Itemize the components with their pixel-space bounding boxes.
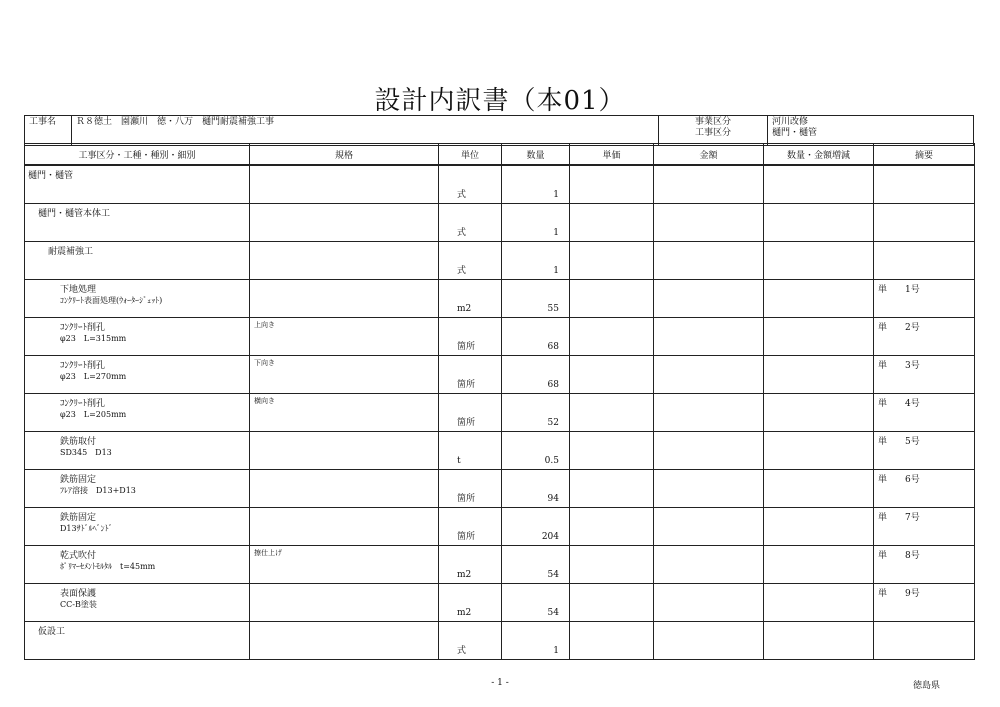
change-cell: [764, 432, 874, 470]
remarks-cell: [874, 546, 975, 584]
qty-cell: [502, 394, 570, 432]
remarks-cell: [874, 470, 975, 508]
item-name: 鉄筋取付: [60, 437, 97, 447]
remarks-cell: [874, 508, 975, 546]
item-name: 下地処理: [60, 285, 97, 295]
amount-cell: [654, 508, 764, 546]
item-detail: ｺﾝｸﾘｰﾄ表面処理(ｳｫｰﾀｰｼﾞｪｯﾄ): [60, 296, 163, 305]
remarks-cell: [874, 356, 975, 394]
item-cell: [25, 470, 250, 508]
qty-cell: [502, 356, 570, 394]
unit-price-cell: [570, 318, 654, 356]
col-header-unit: 単位: [439, 144, 502, 166]
change-cell: [764, 546, 874, 584]
qty-text: 1: [553, 228, 559, 238]
breakdown-table: [24, 143, 975, 660]
amount-cell: [654, 356, 764, 394]
qty-cell: [502, 204, 570, 242]
spec-text: 擦仕上げ: [254, 549, 282, 557]
amount-cell: [654, 242, 764, 280]
remarks-cell: [874, 432, 975, 470]
remarks-cell: [874, 318, 975, 356]
amount-cell: [654, 584, 764, 622]
qty-text: 1: [553, 646, 559, 656]
table-row: [25, 280, 975, 318]
spec-cell: [250, 508, 439, 546]
unit-text: 箇所: [457, 342, 476, 352]
project-header: [24, 115, 974, 146]
remarks-text: 単 7号: [878, 513, 920, 523]
issuer-name: 徳島県: [912, 681, 940, 691]
unit-text: t: [457, 456, 461, 466]
unit-text: 箇所: [457, 380, 476, 390]
unit-cell: [439, 622, 502, 660]
unit-text: 箇所: [457, 532, 476, 542]
unit-price-cell: [570, 165, 654, 204]
item-name: 鉄筋固定: [60, 475, 97, 485]
item-cell: [25, 432, 250, 470]
spec-cell: [250, 280, 439, 318]
remarks-cell: [874, 204, 975, 242]
remarks-text: 単 1号: [878, 285, 920, 295]
change-cell: [764, 508, 874, 546]
unit-price-cell: [570, 470, 654, 508]
qty-text: 1: [553, 266, 559, 276]
spec-cell: [250, 318, 439, 356]
table-row: [25, 432, 975, 470]
remarks-text: 単 3号: [878, 361, 920, 371]
table-row: [25, 546, 975, 584]
item-name: 仮設工: [38, 627, 66, 637]
unit-text: 式: [457, 646, 467, 656]
unit-text: m2: [457, 304, 472, 314]
page-number: - 1 -: [491, 678, 509, 688]
item-cell: [25, 242, 250, 280]
spec-cell: [250, 242, 439, 280]
amount-cell: [654, 470, 764, 508]
item-detail: φ23 L=205mm: [60, 410, 127, 419]
qty-cell: [502, 470, 570, 508]
unit-cell: [439, 584, 502, 622]
remarks-cell: [874, 280, 975, 318]
qty-cell: [502, 280, 570, 318]
item-cell: [25, 356, 250, 394]
change-cell: [764, 622, 874, 660]
unit-text: 式: [457, 228, 467, 238]
spec-cell: [250, 546, 439, 584]
col-header-spec: 規格: [250, 144, 439, 166]
category-values: [768, 116, 974, 146]
change-cell: [764, 204, 874, 242]
item-cell: [25, 165, 250, 204]
change-cell: [764, 242, 874, 280]
item-name: ｺﾝｸﾘｰﾄ削孔: [60, 399, 106, 409]
remarks-cell: [874, 584, 975, 622]
amount-cell: [654, 165, 764, 204]
item-name: 乾式吹付: [60, 551, 97, 561]
project-label: 工事名: [25, 116, 72, 146]
change-cell: [764, 318, 874, 356]
unit-price-cell: [570, 432, 654, 470]
unit-cell: [439, 280, 502, 318]
qty-text: 0.5: [544, 456, 559, 466]
unit-text: 式: [457, 190, 467, 200]
unit-cell: [439, 204, 502, 242]
remarks-text: 単 9号: [878, 589, 920, 599]
table-header-row: [25, 144, 975, 166]
item-cell: [25, 584, 250, 622]
remarks-cell: [874, 394, 975, 432]
unit-price-cell: [570, 204, 654, 242]
item-cell: [25, 280, 250, 318]
category-label-1: 事業区分: [694, 117, 731, 127]
qty-cell: [502, 546, 570, 584]
item-detail: ﾌﾚｱ溶接 D13+D13: [60, 486, 136, 495]
unit-price-cell: [570, 622, 654, 660]
amount-cell: [654, 546, 764, 584]
unit-price-cell: [570, 242, 654, 280]
table-row: [25, 318, 975, 356]
qty-text: 204: [541, 532, 559, 542]
unit-cell: [439, 318, 502, 356]
col-header-qty: 数量: [502, 144, 570, 166]
table-row: [25, 356, 975, 394]
amount-cell: [654, 394, 764, 432]
table-row: [25, 204, 975, 242]
item-detail: CC-B塗装: [60, 600, 97, 609]
qty-text: 94: [547, 494, 559, 504]
qty-cell: [502, 165, 570, 204]
unit-text: 箇所: [457, 494, 476, 504]
unit-cell: [439, 356, 502, 394]
category-value-1: 河川改修: [772, 117, 809, 127]
remarks-text: 単 5号: [878, 437, 920, 447]
amount-cell: [654, 318, 764, 356]
col-header-amount: 金額: [654, 144, 764, 166]
item-detail: ﾎﾟﾘﾏｰｾﾒﾝﾄﾓﾙﾀﾙ t=45mm: [60, 562, 156, 571]
spec-cell: [250, 622, 439, 660]
item-cell: [25, 546, 250, 584]
remarks-text: 単 8号: [878, 551, 920, 561]
col-header-change: 数量・金額増減: [764, 144, 874, 166]
remarks-cell: [874, 165, 975, 204]
item-name: ｺﾝｸﾘｰﾄ削孔: [60, 323, 106, 333]
change-cell: [764, 394, 874, 432]
item-cell: [25, 204, 250, 242]
unit-price-cell: [570, 508, 654, 546]
category-labels: [659, 116, 768, 146]
spec-text: 上向き: [254, 321, 275, 329]
remarks-text: 単 2号: [878, 323, 920, 333]
spec-text: 下向き: [254, 359, 275, 367]
item-detail: SD345 D13: [60, 448, 112, 457]
table-row: [25, 584, 975, 622]
amount-cell: [654, 432, 764, 470]
qty-cell: [502, 508, 570, 546]
table-row: [25, 470, 975, 508]
table-row: [25, 165, 975, 204]
amount-cell: [654, 204, 764, 242]
item-detail: φ23 L=315mm: [60, 334, 127, 343]
unit-cell: [439, 508, 502, 546]
category-label-2: 工事区分: [694, 128, 731, 138]
remarks-text: 単 6号: [878, 475, 920, 485]
remarks-cell: [874, 242, 975, 280]
change-cell: [764, 165, 874, 204]
unit-price-cell: [570, 546, 654, 584]
qty-text: 68: [547, 342, 559, 352]
item-cell: [25, 394, 250, 432]
qty-cell: [502, 318, 570, 356]
change-cell: [764, 280, 874, 318]
change-cell: [764, 470, 874, 508]
item-detail: D13ｻﾄﾞﾙﾍﾞﾝﾄﾞ: [60, 524, 113, 533]
remarks-text: 単 4号: [878, 399, 920, 409]
item-detail: φ23 L=270mm: [60, 372, 127, 381]
spec-cell: [250, 165, 439, 204]
qty-cell: [502, 584, 570, 622]
qty-text: 52: [547, 418, 559, 428]
table-row: [25, 622, 975, 660]
qty-text: 68: [547, 380, 559, 390]
spec-cell: [250, 432, 439, 470]
qty-cell: [502, 242, 570, 280]
col-header-remarks: 摘要: [874, 144, 975, 166]
unit-price-cell: [570, 280, 654, 318]
qty-cell: [502, 622, 570, 660]
table-row: [25, 394, 975, 432]
spec-cell: [250, 356, 439, 394]
item-name: 樋門・樋管本体工: [38, 209, 111, 219]
item-cell: [25, 508, 250, 546]
qty-text: 1: [553, 190, 559, 200]
spec-cell: [250, 204, 439, 242]
table-row: [25, 508, 975, 546]
item-cell: [25, 318, 250, 356]
document-title: 設計内訳書（本01）: [374, 86, 626, 116]
item-name: 樋門・樋管: [28, 171, 74, 181]
unit-cell: [439, 242, 502, 280]
table-row: [25, 242, 975, 280]
spec-cell: [250, 470, 439, 508]
unit-text: m2: [457, 570, 472, 580]
spec-cell: [250, 394, 439, 432]
item-name: 鉄筋固定: [60, 513, 97, 523]
project-name: Ｒ８徳土 園瀬川 徳・八万 樋門耐震補強工事: [72, 116, 659, 146]
unit-cell: [439, 165, 502, 204]
item-cell: [25, 622, 250, 660]
qty-cell: [502, 432, 570, 470]
col-header-item: 工事区分・工種・種別・細別: [25, 144, 250, 166]
spec-text: 横向き: [254, 397, 275, 405]
item-name: ｺﾝｸﾘｰﾄ削孔: [60, 361, 106, 371]
unit-text: 式: [457, 266, 467, 276]
amount-cell: [654, 622, 764, 660]
unit-text: 箇所: [457, 418, 476, 428]
change-cell: [764, 356, 874, 394]
unit-price-cell: [570, 394, 654, 432]
item-name: 耐震補強工: [48, 247, 94, 257]
unit-price-cell: [570, 584, 654, 622]
category-value-2: 樋門・樋管: [772, 128, 818, 138]
unit-cell: [439, 546, 502, 584]
qty-text: 54: [547, 570, 559, 580]
amount-cell: [654, 280, 764, 318]
unit-cell: [439, 394, 502, 432]
qty-text: 55: [547, 304, 559, 314]
remarks-cell: [874, 622, 975, 660]
unit-cell: [439, 432, 502, 470]
col-header-unit-price: 単価: [570, 144, 654, 166]
spec-cell: [250, 584, 439, 622]
unit-text: m2: [457, 608, 472, 618]
unit-cell: [439, 470, 502, 508]
change-cell: [764, 584, 874, 622]
item-name: 表面保護: [60, 589, 97, 599]
unit-price-cell: [570, 356, 654, 394]
qty-text: 54: [547, 608, 559, 618]
